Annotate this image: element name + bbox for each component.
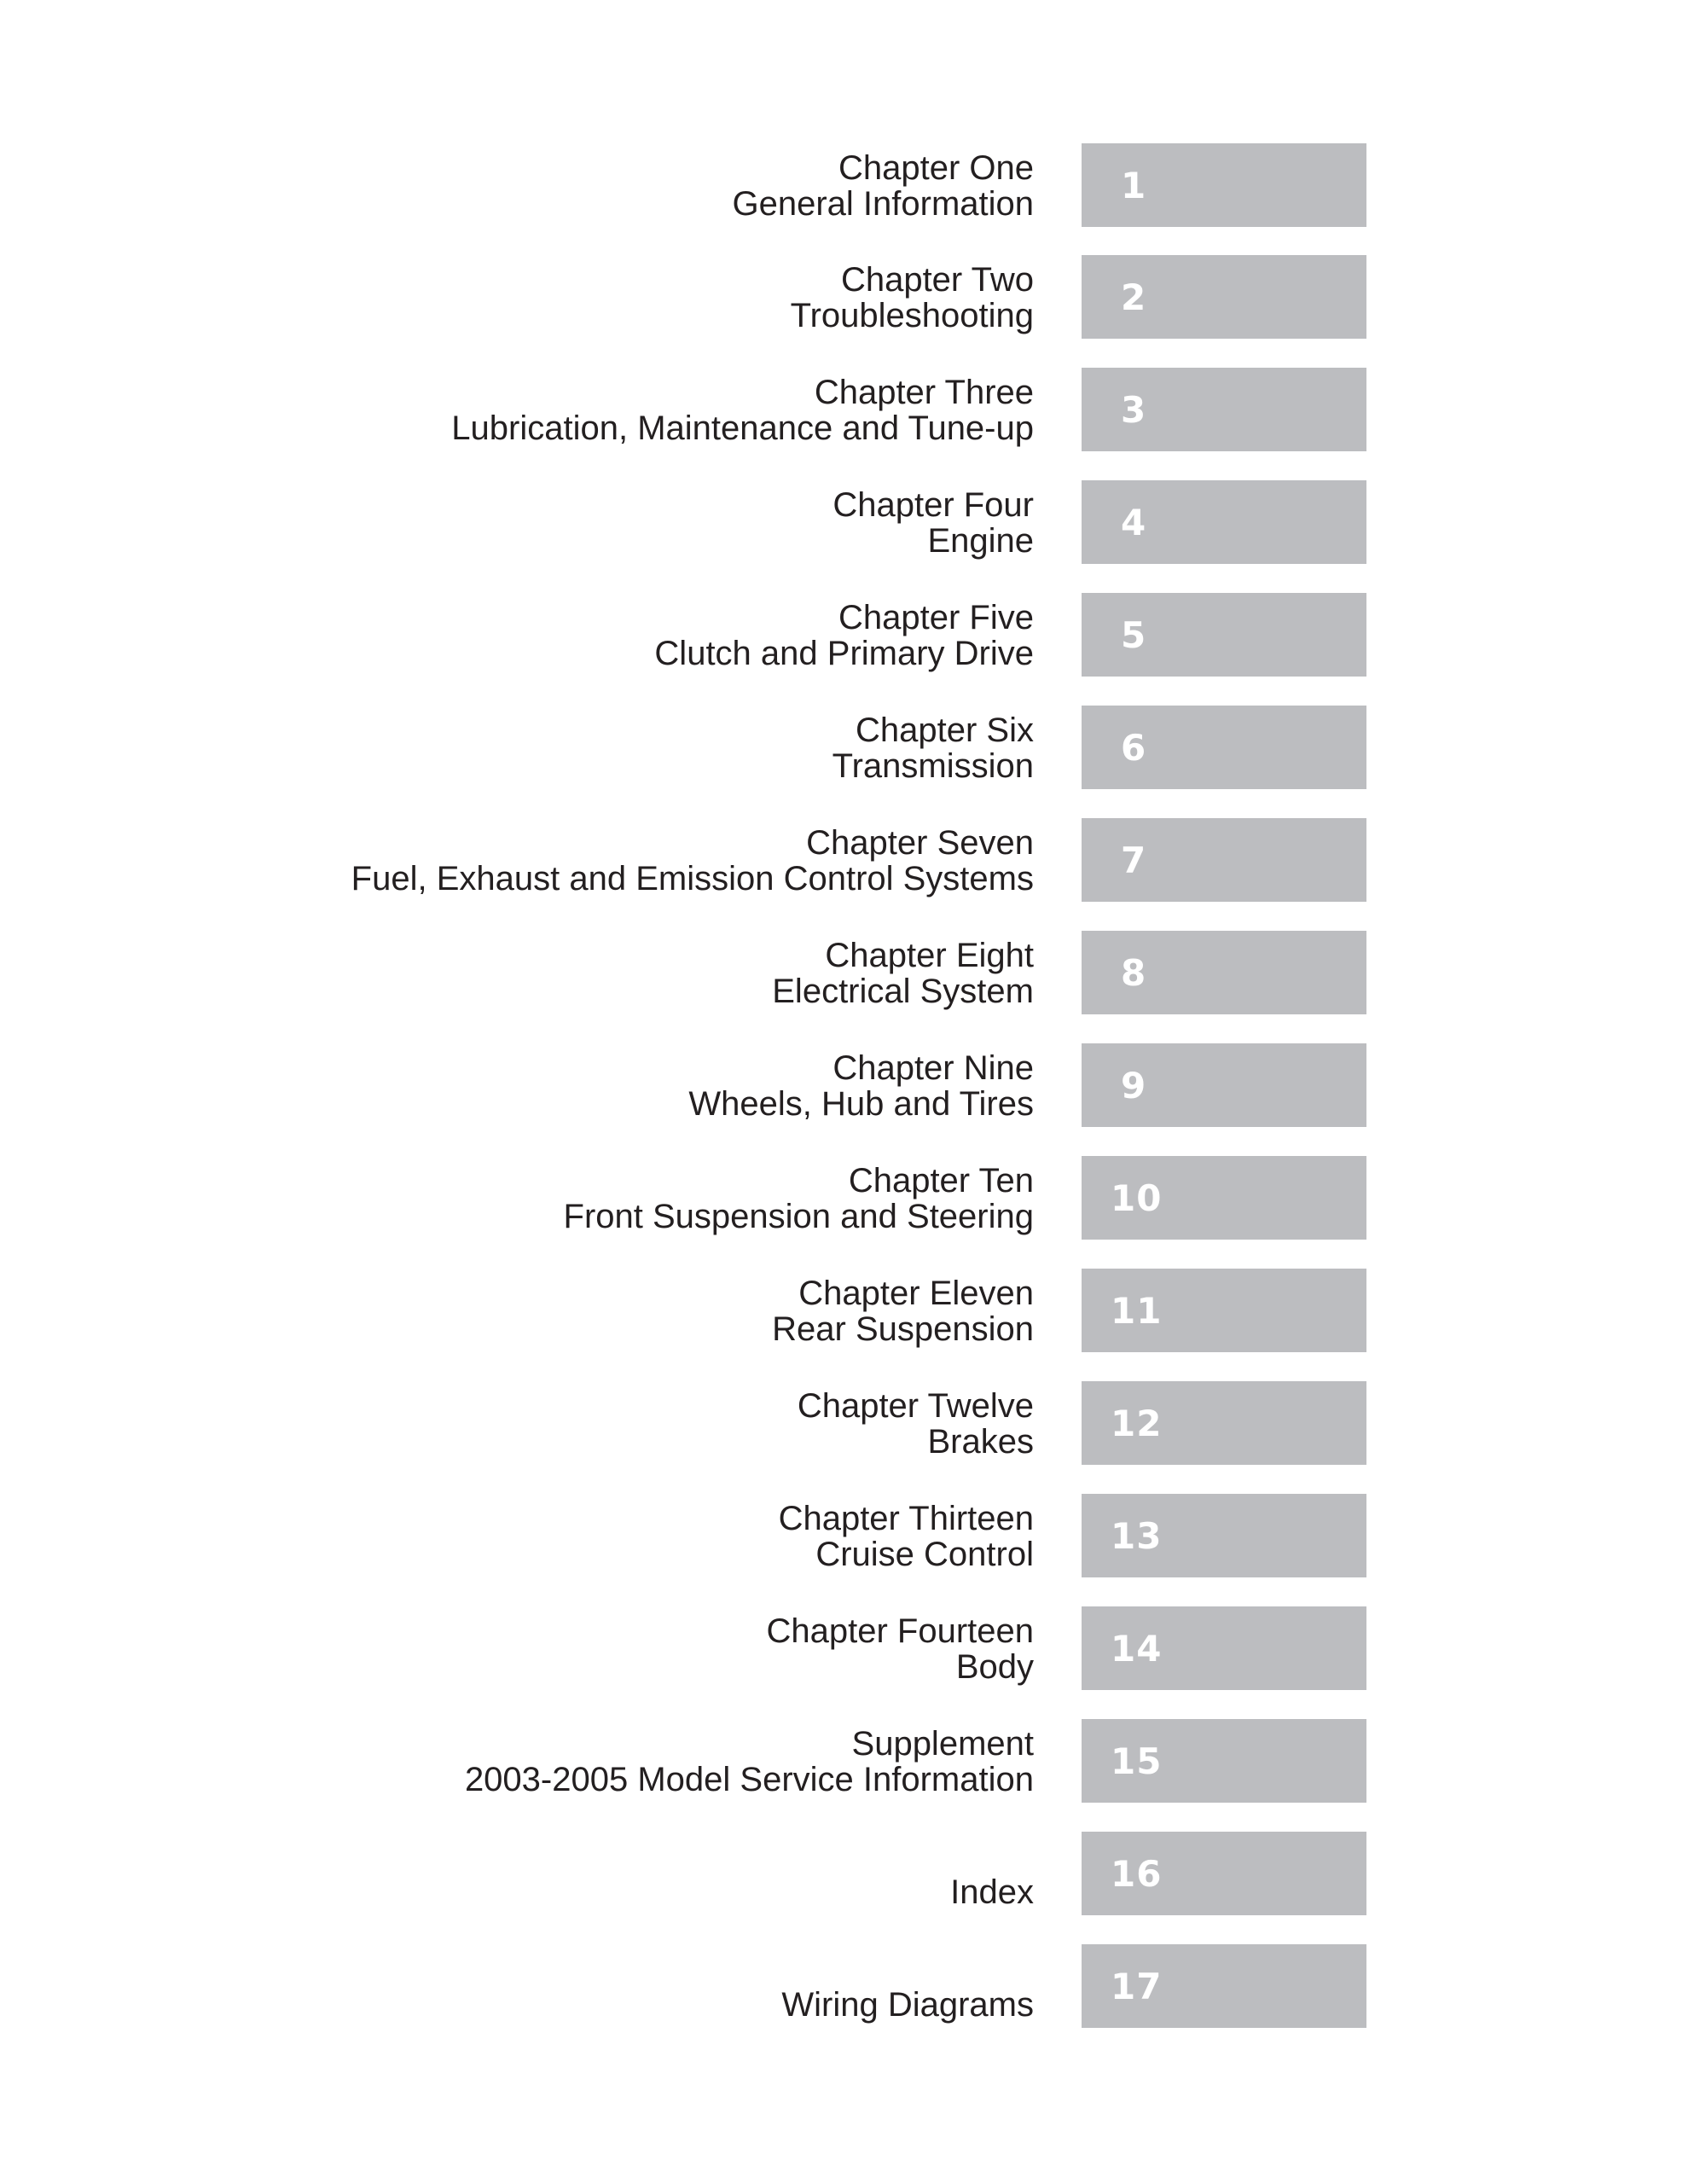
entry-labels: [0, 375, 1034, 446]
entry-subtitle: Engine: [927, 522, 1034, 560]
entry-title: Chapter Four: [832, 486, 1034, 524]
toc-entry-4[interactable]: [0, 480, 1694, 564]
chapter-tab[interactable]: [1082, 1043, 1366, 1127]
chapter-tab[interactable]: [1082, 368, 1366, 451]
chapter-tab[interactable]: [1082, 143, 1366, 227]
entry-subtitle: Transmission: [832, 747, 1034, 785]
entry-title: Wiring Diagrams: [781, 1986, 1034, 2024]
toc-entry-8[interactable]: [0, 931, 1694, 1014]
chapter-tab[interactable]: [1082, 1944, 1366, 2028]
toc-entry-11[interactable]: [0, 1269, 1694, 1352]
chapter-tab[interactable]: [1082, 1494, 1366, 1577]
entry-labels: [0, 938, 1034, 1009]
toc-entry-15[interactable]: [0, 1719, 1694, 1803]
entry-title: Chapter Seven: [806, 824, 1034, 862]
entry-labels: [0, 1726, 1034, 1798]
entry-labels: [0, 1613, 1034, 1685]
toc-entry-9[interactable]: [0, 1043, 1694, 1127]
entry-title: Chapter Thirteen: [778, 1500, 1034, 1537]
entry-labels: [0, 712, 1034, 784]
tab-number: 13: [1111, 1514, 1163, 1557]
toc-entry-14[interactable]: [0, 1606, 1694, 1690]
entry-title: Supplement: [851, 1725, 1034, 1763]
toc-entry-3[interactable]: [0, 368, 1694, 451]
entry-title: Chapter One: [838, 149, 1034, 187]
entry-subtitle: 2003-2005 Model Service Information: [464, 1761, 1034, 1798]
tab-number: 5: [1121, 613, 1147, 656]
entry-labels: [0, 1050, 1034, 1122]
entry-labels: [0, 150, 1034, 222]
entry-subtitle: Lubrication, Maintenance and Tune-up: [451, 410, 1034, 447]
tab-number: 17: [1111, 1965, 1163, 2007]
tab-number: 16: [1111, 1852, 1163, 1895]
chapter-tab[interactable]: [1082, 1381, 1366, 1465]
tab-number: 6: [1121, 726, 1147, 769]
toc-entry-7[interactable]: [0, 818, 1694, 902]
entry-title: Chapter Two: [840, 261, 1034, 299]
entry-labels: [0, 1874, 1034, 1910]
toc-entry-10[interactable]: [0, 1156, 1694, 1240]
entry-labels: [0, 1987, 1034, 2023]
tab-number: 15: [1111, 1740, 1163, 1782]
entry-labels: [0, 1388, 1034, 1460]
entry-subtitle: Fuel, Exhaust and Emission Control Systems: [351, 860, 1034, 897]
tab-number: 9: [1121, 1064, 1147, 1107]
entry-subtitle: Body: [955, 1648, 1034, 1686]
tab-number: 1: [1121, 164, 1147, 206]
entry-subtitle: General Information: [732, 185, 1034, 223]
entry-labels: [0, 1501, 1034, 1572]
entry-labels: [0, 487, 1034, 559]
entry-title: Chapter Six: [856, 712, 1034, 749]
tab-number: 2: [1121, 276, 1147, 318]
toc-entry-16[interactable]: [0, 1832, 1694, 1915]
tab-number: 7: [1121, 839, 1147, 881]
entry-labels: [0, 1163, 1034, 1234]
tab-number: 11: [1111, 1289, 1163, 1332]
entry-title: Chapter Twelve: [797, 1387, 1034, 1425]
entry-title: Chapter Eleven: [798, 1275, 1034, 1312]
toc-entry-2[interactable]: [0, 255, 1694, 339]
toc-entry-13[interactable]: [0, 1494, 1694, 1577]
tab-number: 12: [1111, 1402, 1163, 1444]
entry-title: Chapter Nine: [832, 1049, 1034, 1087]
entry-subtitle: Cruise Control: [815, 1536, 1034, 1573]
entry-labels: [0, 825, 1034, 897]
entry-subtitle: Electrical System: [772, 973, 1034, 1010]
chapter-tab[interactable]: [1082, 706, 1366, 789]
entry-labels: [0, 1275, 1034, 1347]
chapter-tab[interactable]: [1082, 1269, 1366, 1352]
entry-title: Index: [950, 1873, 1034, 1911]
chapter-tab[interactable]: [1082, 818, 1366, 902]
tab-number: 4: [1121, 501, 1147, 543]
chapter-tab[interactable]: [1082, 1606, 1366, 1690]
entry-subtitle: Clutch and Primary Drive: [654, 635, 1034, 672]
entry-subtitle: Brakes: [927, 1423, 1034, 1461]
toc-entry-1[interactable]: [0, 143, 1694, 227]
toc-entry-17[interactable]: [0, 1944, 1694, 2028]
entry-title: Chapter Fourteen: [766, 1612, 1034, 1650]
chapter-tab[interactable]: [1082, 931, 1366, 1014]
toc-entry-12[interactable]: [0, 1381, 1694, 1465]
chapter-tab[interactable]: [1082, 480, 1366, 564]
tab-number: 8: [1121, 951, 1147, 994]
tab-number: 10: [1111, 1176, 1163, 1219]
toc-entry-6[interactable]: [0, 706, 1694, 789]
entry-title: Chapter Ten: [848, 1162, 1034, 1199]
entry-title: Chapter Eight: [825, 937, 1034, 974]
entry-subtitle: Rear Suspension: [772, 1310, 1034, 1348]
entry-title: Chapter Five: [838, 599, 1034, 636]
chapter-tab[interactable]: [1082, 1719, 1366, 1803]
entry-labels: [0, 262, 1034, 334]
chapter-tab[interactable]: [1082, 593, 1366, 677]
entry-subtitle: Front Suspension and Steering: [563, 1198, 1034, 1235]
tab-number: 3: [1121, 388, 1147, 431]
entry-title: Chapter Three: [814, 374, 1034, 411]
entry-labels: [0, 600, 1034, 671]
tab-number: 14: [1111, 1627, 1163, 1670]
toc-entry-5[interactable]: [0, 593, 1694, 677]
entry-subtitle: Troubleshooting: [790, 297, 1034, 334]
chapter-tab[interactable]: [1082, 1156, 1366, 1240]
chapter-tab[interactable]: [1082, 255, 1366, 339]
entry-subtitle: Wheels, Hub and Tires: [688, 1085, 1034, 1123]
chapter-tab[interactable]: [1082, 1832, 1366, 1915]
